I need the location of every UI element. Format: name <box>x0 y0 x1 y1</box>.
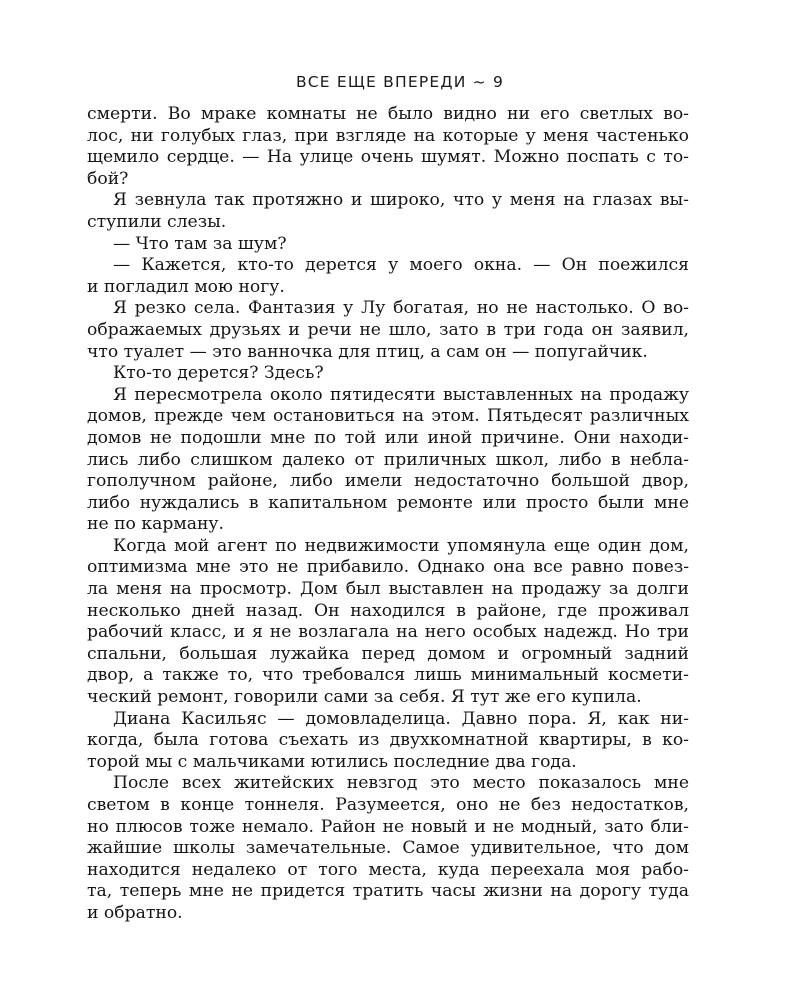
text-line: лос, ни голубых глаз, при взгляде на которые у меня частенько <box>87 125 689 146</box>
text-line: светом в конце тоннеля. Разумеется, оно не без недостатков, <box>87 795 689 815</box>
text-line: торой мы с мальчиками ютились последние два года. <box>87 751 577 772</box>
text-line: домов не подошли мне по той или иной причине. Они находи- <box>87 427 689 448</box>
text-line: не по карману. <box>87 514 224 535</box>
text-line: рабочий класс, и я не возлагала на него особых надежд. Но три <box>87 622 689 643</box>
text-line: После всех житейских невзгод это место показалось мне <box>113 773 689 794</box>
text-line: смерти. Во мраке комнаты не было видно ни его светлых во- <box>87 104 689 124</box>
text-line: Я резко села. Фантазия у Лу богатая, но не настолько. О во- <box>113 298 689 319</box>
running-title: ВСЕ ЕЩЕ ВПЕРЕДИ <box>295 73 467 91</box>
text-line: либо нуждались в капитальном ремонте или просто были мне <box>87 492 689 513</box>
running-head <box>0 73 800 91</box>
text-line: ображаемых друзьях и речи не шло, зато в три года он заявил, <box>87 319 689 340</box>
text-line: Кто-то дерется? Здесь? <box>113 363 324 384</box>
text-line: ла меня на просмотр. Дом был выставлен на продажу за долги <box>87 579 689 600</box>
text-line: щемило сердце. — На улице очень шумят. Можно поспать с то- <box>87 147 689 168</box>
text-line: Я пересмотрела около пятидесяти выставленных на продажу <box>113 384 689 405</box>
text-line: — Кажется, кто-то дерется у моего окна. — Он поежился <box>113 255 689 276</box>
text-line: несколько дней назад. Он находился в районе, где проживал <box>87 600 689 621</box>
text-line: лись либо слишком далеко от приличных школ, либо в небла- <box>87 449 689 470</box>
text-line: когда, была готова съехать из двухкомнатной квартиры, в ко- <box>87 730 689 751</box>
text-line: двор, а также то, что требовался лишь минимальный космети- <box>87 665 689 686</box>
text-line: и погладил мою ногу. <box>87 276 285 297</box>
text-line: находится недалеко от того места, куда переехала моя рабо- <box>87 859 689 880</box>
page-number: 9 <box>492 73 505 91</box>
text-line: бой? <box>87 168 129 189</box>
body-text <box>87 104 689 925</box>
text-line: та, теперь мне не придется тратить часы жизни на дорогу туда <box>87 881 689 902</box>
text-line: ческий ремонт, говорили сами за себя. Я тут же его купила. <box>87 687 642 708</box>
text-line: Когда мой агент по недвижимости упомянула еще один дом, <box>113 535 689 556</box>
text-line: Диана Касильяс — домовладелица. Давно пора. Я, как ни- <box>113 708 689 729</box>
text-line: спальни, большая лужайка перед домом и огромный задний <box>87 643 689 664</box>
text-line: — Что там за шум? <box>113 233 287 254</box>
running-head-separator: ~ <box>472 73 487 91</box>
text-line: и обратно. <box>87 902 183 923</box>
text-line: домов, прежде чем остановиться на этом. Пятьдесят различных <box>87 406 689 427</box>
text-line: Я зевнула так протяжно и широко, что у меня на глазах вы- <box>113 190 689 211</box>
text-line: что туалет — это ванночка для птиц, а сам он — попугайчик. <box>87 341 648 362</box>
text-line: ступили слезы. <box>87 211 227 232</box>
text-line: оптимизма мне это не прибавило. Однако она все равно повез- <box>87 557 689 578</box>
text-line: жайшие школы замечательные. Самое удивительное, что дом <box>87 838 689 859</box>
text-line: гополучном районе, либо имели недостаточно большой двор, <box>87 471 689 492</box>
text-line: но плюсов тоже немало. Район не новый и не модный, зато бли- <box>87 816 689 837</box>
